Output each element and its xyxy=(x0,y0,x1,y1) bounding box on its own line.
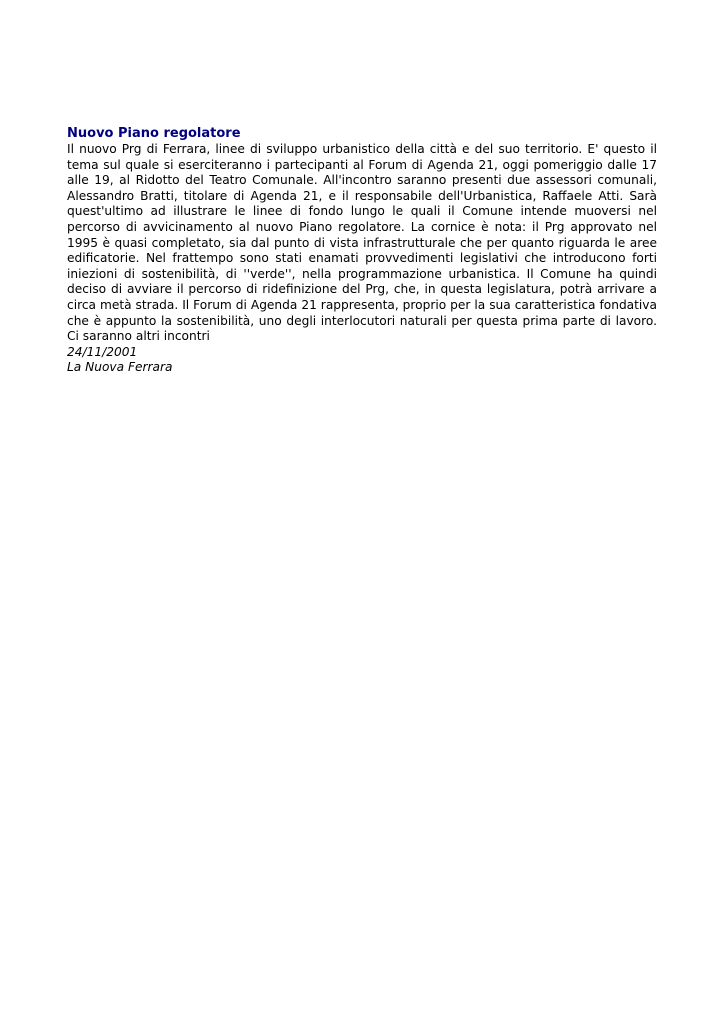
article-body: Il nuovo Prg di Ferrara, linee di sviluppo urbanistico della città e del suo territorio. E' questo il tema sul quale si eserciteranno i partecipanti al Forum di Agenda 21, oggi pomeriggio dalle 17 alle 19, al Ridotto del Teatro Comunale. All'incontro saranno presenti due assessori comunali, Alessandro Bratti, titolare di Agenda 21, e il responsabile dell'Urbanistica, Raffaele Atti. Sarà quest'ultimo ad illustrare le linee di fondo lungo le quali il Comune intende muoversi nel percorso di avvicinamento al nuovo Piano regolatore. La cornice è nota: il Prg approvato nel 1995 è quasi completato, sia dal punto di vista infrastrutturale che per quanto riguarda le aree edificatorie. Nel frattempo sono stati enamati provvedimenti legislativi che introducono forti iniezioni di sostenibilità, di ''verde'', nella programmazione urbanistica. Il Comune ha quindi deciso di avviare il percorso di ridefinizione del Prg, che, in questa legislatura, potrà arrivare a circa metà strada. Il Forum di Agenda 21 rappresenta, proprio per la sua caratteristica fondativa che è appunto la sostenibilità, uno degli interlocutori naturali per questa prima parte di lavoro. Ci saranno altri incontri xyxy=(67,142,657,344)
article-title: Nuovo Piano regolatore xyxy=(67,126,241,141)
article-date: 24/11/2001 xyxy=(67,344,138,359)
article-source: La Nuova Ferrara xyxy=(67,360,173,375)
article xyxy=(67,126,657,376)
